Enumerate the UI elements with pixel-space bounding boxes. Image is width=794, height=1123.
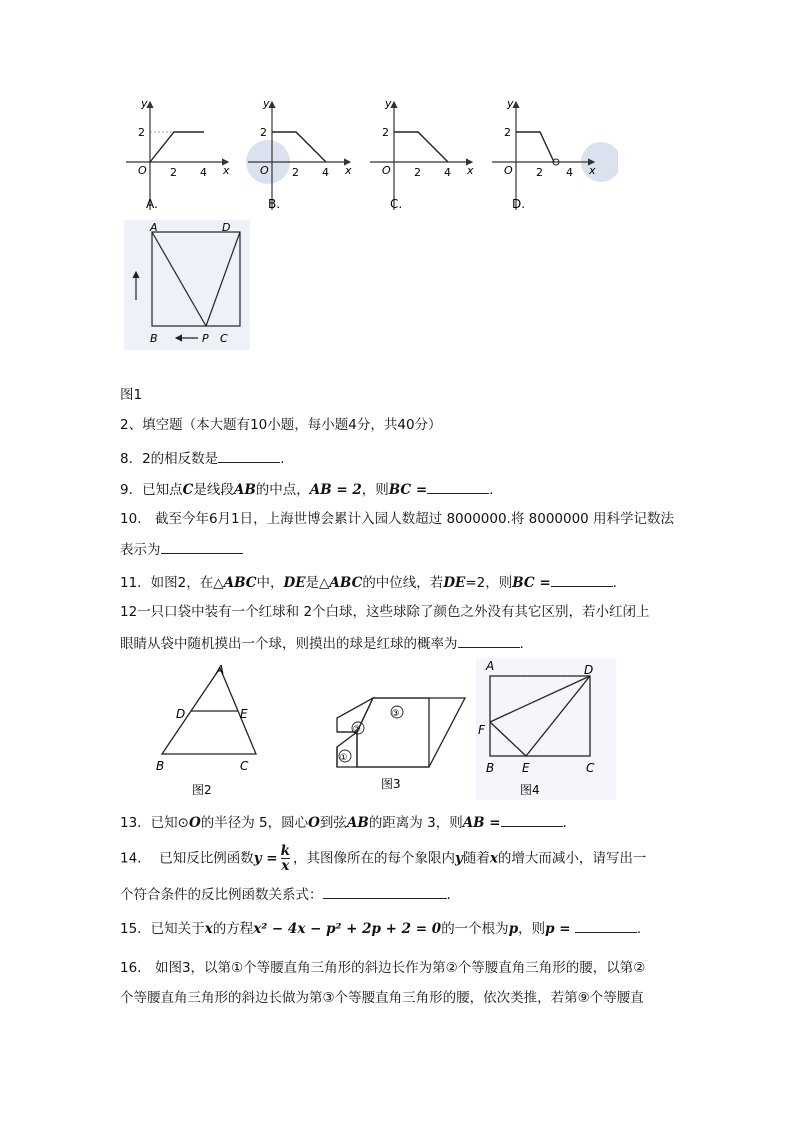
figure-1 [122,220,252,350]
q15-ask: p = [545,921,571,937]
q12-end: . [519,636,524,652]
option-graphs [118,92,618,217]
q11-text: 中， [256,575,284,591]
question-11 [120,572,617,592]
point-f-label: F [478,723,485,737]
option-label-a: A. [146,197,158,211]
q11-triangle: △ABC [319,575,363,591]
answer-blank[interactable] [551,572,613,587]
q13-ask: AB = [462,815,501,831]
x-axis-label: x [345,164,352,177]
question-12-line-1: 12一只口袋中装有一个红球和 2个白球，这些球除了颜色之外没有其它区别，若小红闭上 [120,604,650,620]
point-e-label: E [522,761,530,775]
figure-2-caption: 图2 [192,783,212,797]
point-d-label: D [176,707,186,721]
q15-var-x: x [204,921,213,937]
fraction-numerator: k [280,843,290,859]
graph-a [126,97,230,211]
q15-end: . [636,921,642,937]
point-c-label: C [586,761,595,775]
answer-blank[interactable] [501,812,563,827]
point-a-label: A [216,663,225,677]
answer-blank[interactable] [161,539,243,554]
q9-point-c: C [182,482,194,498]
figure-4-caption: 图4 [520,783,540,797]
answer-blank[interactable] [323,884,447,899]
q13-center: O [189,815,201,831]
section-heading: 2、填空题（本大题有10小题，每小题4分，共40分） [120,417,442,433]
point-c-label: C [220,332,228,345]
option-label-c: C. [390,197,403,211]
q14-var-x: x [489,850,498,867]
q12-text: 眼睛从袋中随机摸出一个球，则摸出的球是红球的概率为 [120,636,458,652]
point-d-label: D [584,663,594,677]
q15-text: 15．已知关于 [120,921,205,937]
answer-blank[interactable] [427,479,489,494]
q11-condition: DE [443,575,466,591]
y-tick-2: 2 [504,126,511,139]
q8-text: 8．2的相反数是 [120,451,219,467]
x-axis-label: x [467,164,474,177]
q13-end: . [562,815,567,831]
question-16-line-2: 个等腰直角三角形的斜边长做为第③个等腰直角三角形的腰，依次类推，若第⑨个等腰直 [120,990,644,1006]
triangle-3-label: ③ [391,709,400,719]
x-tick-4: 4 [444,166,451,179]
q14-text: 随着 [462,850,490,867]
origin-label: O [504,164,513,177]
q13-text: 的半径为 5，圆心 [200,815,309,831]
origin-label: O [138,164,147,177]
q9-end: . [489,482,494,498]
q9-text: 9．已知点 [120,482,183,498]
origin-label: O [260,164,269,177]
question-14-line-2 [120,884,451,904]
q14-end: . [446,887,451,903]
y-tick-2: 2 [260,126,267,139]
x-axis-label: x [223,164,230,177]
triangle-1-label: ① [339,753,348,763]
q13-chord: AB [346,815,369,831]
figure-1-caption: 图1 [120,387,143,403]
point-e-label: E [240,707,248,721]
question-12-line-2 [120,633,524,653]
q13-center: O [308,815,320,831]
graph-d [492,97,596,211]
figure-3-caption: 图3 [381,777,401,791]
figure-4 [476,658,616,800]
y-axis-label: y [263,97,270,110]
q15-equation: x² − 4x − p² + 2p + 2 = 0 [253,921,442,937]
fraction-denominator: x [281,858,290,874]
x-axis-label: x [589,164,596,177]
point-b-label: B [486,761,495,775]
answer-blank[interactable] [575,918,637,933]
question-8 [120,448,284,468]
q15-text: 的方程 [212,921,254,937]
y-axis-label: y [507,97,514,110]
q13-text: 13．已知⊙ [120,815,189,831]
q13-text: 到弦 [319,815,347,831]
y-tick-2: 2 [138,126,145,139]
q15-text: ，则 [518,921,546,937]
question-13 [120,812,567,832]
q14-text: 个符合条件的反比例函数关系式： [120,887,323,903]
y-axis-label: y [141,97,148,110]
q14-text: 14. 已知反比例函数 [120,850,254,867]
question-15 [120,918,641,938]
question-9 [120,479,493,499]
triangle-2-label: ② [352,725,361,735]
point-b-label: B [156,759,165,773]
x-tick-2: 2 [292,166,299,179]
q11-text: =2，则 [465,575,513,591]
q11-text: 是 [305,575,320,591]
point-d-label: D [222,221,231,234]
x-tick-4: 4 [200,166,207,179]
q9-text: 是线段 [193,482,234,498]
fraction [281,844,290,873]
x-tick-4: 4 [566,166,573,179]
point-b-label: B [150,332,158,345]
q14-var-y: y [454,850,463,867]
x-tick-4: 4 [322,166,329,179]
q10-text: 表示为 [120,542,161,558]
q14-text: ，其图像所在的每个象限内 [292,850,455,867]
origin-label: O [382,164,391,177]
q11-ask: BC = [512,575,551,591]
q15-text: 的一个根为 [441,921,509,937]
figure-2 [148,660,268,805]
q11-text: 11．如图2，在 [120,575,214,591]
q9-segment-ab: AB [233,482,256,498]
q13-text: 的距离为 3，则 [368,815,463,831]
question-10-line-1: 10. 截至今年6月1日，上海世博会累计入园人数超过 8000000.将 8000000 用科学记数法 [120,511,675,527]
q11-triangle: △ABC [213,575,257,591]
answer-blank[interactable] [218,448,280,463]
point-p-label: P [202,332,209,345]
question-10-line-2 [120,539,243,559]
y-tick-2: 2 [382,126,389,139]
point-a-label: A [486,659,495,673]
x-tick-2: 2 [414,166,421,179]
q9-text: 的中点， [255,482,310,498]
y-axis-label: y [385,97,392,110]
graph-c [370,97,474,211]
question-14-line-1 [120,844,646,873]
point-c-label: C [240,759,249,773]
q14-text: 的增大而减小，请写出一 [497,850,647,867]
q9-text: ，则 [361,482,389,498]
q11-text: 的中位线，若 [362,575,444,591]
x-tick-2: 2 [536,166,543,179]
q11-end: . [612,575,617,591]
point-a-label: A [150,221,158,234]
question-16-line-1: 16. 如图3，以第①个等腰直角三角形的斜边长作为第②个等腰直角三角形的腰，以第② [120,960,646,976]
q8-end: . [280,451,285,467]
q9-condition: AB = 2 [309,482,362,498]
q9-ask: BC = [388,482,428,498]
option-label-b: B. [268,197,281,211]
x-tick-2: 2 [170,166,177,179]
q15-var-p: p [508,921,519,937]
option-label-d: D. [512,197,526,211]
q14-function: y = [253,850,278,867]
answer-blank[interactable] [458,633,520,648]
figure-3 [325,688,475,796]
q11-segment-de: DE [283,575,306,591]
